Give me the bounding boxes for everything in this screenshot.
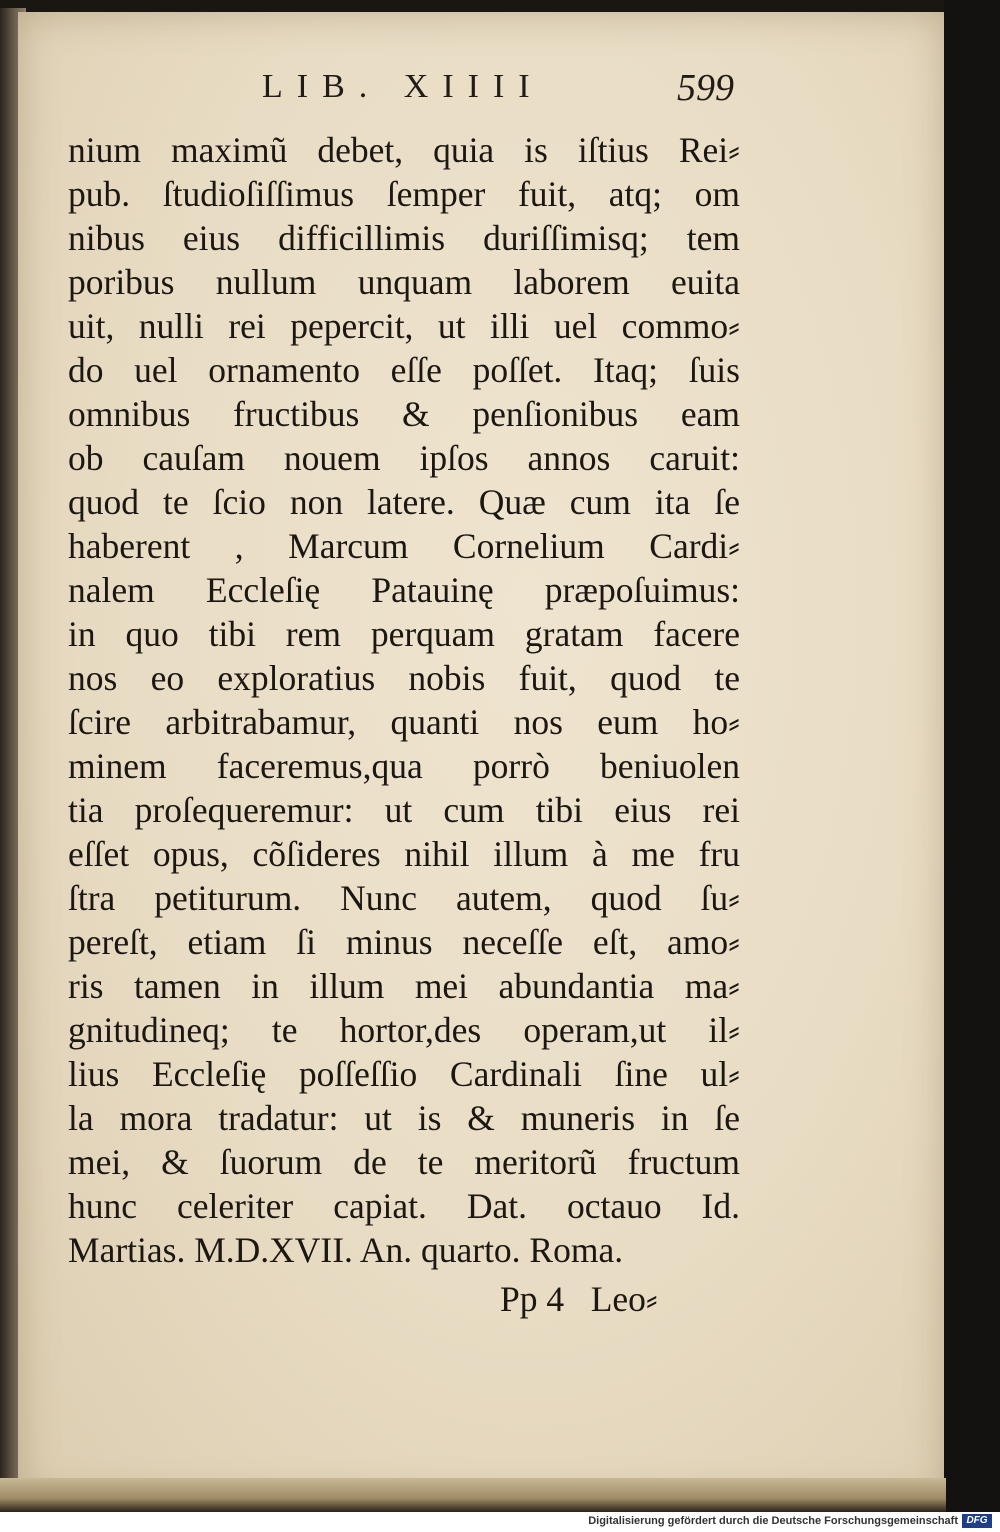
text-line: ris tamen in illum mei abundantia ma⸗ xyxy=(68,966,740,1006)
text-line: haberent , Marcum Cornelium Cardi⸗ xyxy=(68,526,740,566)
text-line: in quo tibi rem perquam gratam facere xyxy=(68,614,740,654)
text-line: poribus nullum unquam laborem euita xyxy=(68,262,740,302)
folio-number: 599 xyxy=(677,67,734,109)
body-text xyxy=(68,128,740,1272)
text-line: ob cauſam nouem ipſos annos caruit: xyxy=(68,438,740,478)
dfg-logo-icon: DFG xyxy=(962,1514,992,1528)
text-line: la mora tradatur: ut is & muneris in ſe xyxy=(68,1098,740,1138)
text-line: ſtra petiturum. Nunc autem, quod ſu⸗ xyxy=(68,878,740,918)
text-line: hunc celeriter capiat. Dat. octauo Id. xyxy=(68,1186,740,1226)
text-line: mei, & ſuorum de te meritorũ fructum xyxy=(68,1142,740,1182)
text-line: tia proſequeremur: ut cum tibi eius rei xyxy=(68,790,740,830)
text-line: do uel ornamento eſſe poſſet. Itaq; ſuis xyxy=(68,350,740,390)
text-line: nibus eius difficillimis duriſſimisq; tem xyxy=(68,218,740,258)
scan-background xyxy=(944,0,1000,1512)
page-bottom-edge xyxy=(0,1478,946,1512)
text-line: nos eo exploratius nobis fuit, quod te xyxy=(68,658,740,698)
text-line: pub. ſtudioſiſſimus ſemper fuit, atq; om xyxy=(68,174,740,214)
text-line: uit, nulli rei pepercit, ut illi uel commo⸗ xyxy=(68,306,740,346)
text-line: minem faceremus,qua porrò beniuolen xyxy=(68,746,740,786)
funding-credit: Digitalisierung gefördert durch die Deutsche Forschungsgemeinschaft xyxy=(588,1515,958,1527)
text-line: nium maximũ debet, quia is iſtius Rei⸗ xyxy=(68,130,740,170)
footer-bar xyxy=(0,1512,1000,1532)
text-line: gnitudineq; te hortor,des operam,ut il⸗ xyxy=(68,1010,740,1050)
text-line: pereſt, etiam ſi minus neceſſe eſt, amo⸗ xyxy=(68,922,740,962)
text-line: Martias. M.D.XVII. An. quarto. Roma. xyxy=(68,1230,624,1270)
text-line: ſcire arbitrabamur, quanti nos eum ho⸗ xyxy=(68,702,740,742)
text-line: omnibus fructibus & penſionibus eam xyxy=(68,394,740,434)
running-title: LIB. XIIII xyxy=(262,68,544,105)
text-line: eſſet opus, cõſideres nihil illum à me fru xyxy=(68,834,740,874)
catchword-signature: Pp 4 Leo⸗ xyxy=(500,1279,658,1319)
text-line: nalem Eccleſię Patauinę præpoſuimus: xyxy=(68,570,740,610)
text-line: quod te ſcio non latere. Quæ cum ita ſe xyxy=(68,482,740,522)
running-head xyxy=(70,68,734,118)
text-line: lius Eccleſię poſſeſſio Cardinali ſine ul⸗ xyxy=(68,1054,740,1094)
